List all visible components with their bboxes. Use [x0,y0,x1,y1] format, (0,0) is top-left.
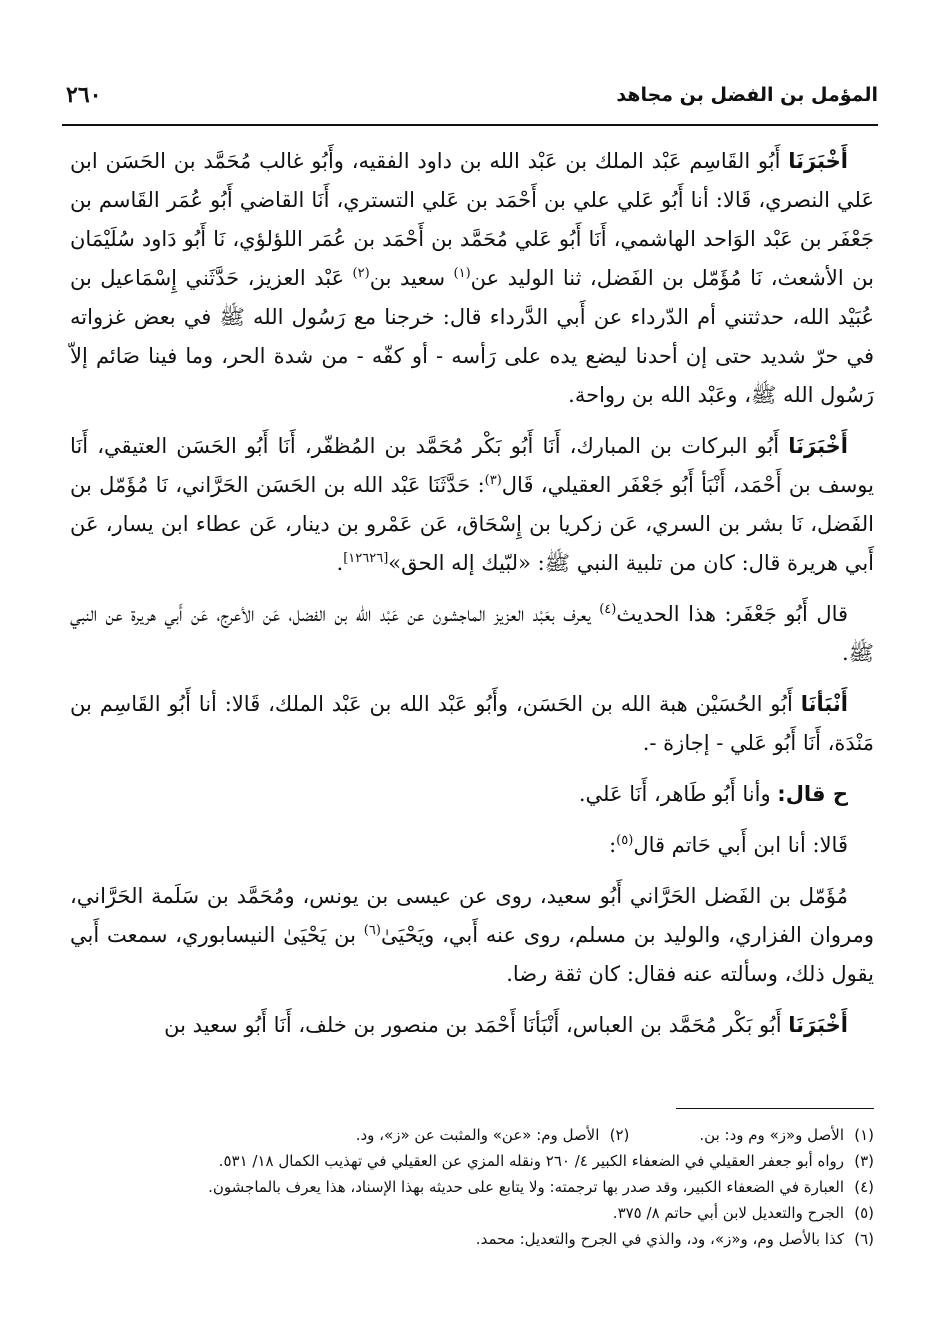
page-header [62,82,878,116]
footnote-number: (٣) [854,1152,874,1170]
text-run: أَبُو القَاسِم عَبْد الملك بن عَبْد الله بن داود الفقيه، وأَبُو غالب مُحَمَّد بن الحَسَن ابن عَلي النصري، قَالا: أنا أَبُو عَلي علي بن أَحْمَد بن عَلي التستري، أَنَا القاضي أَبُو عُمَر القَاسم بن جَعْفَر بن عَبْد الوَاحد الهاشمي، أَنَا أَبُو عَلي مُحَمَّد بن أَحْمَد بن عُمَر اللؤلؤي، نَا أَبُو دَاود سُلَيْمَان بن الأشعث، نَا مُؤَمّل بن الفَضل، ثنا الوليد عن [70,149,874,290]
text-run: قَالا: أنا ابن أَبي حَاتم قال [633,833,848,857]
footnote-text: الجرح والتعديل لابن أبي حاتم ٨/ ٣٧٥. [612,1204,844,1222]
footnote [70,1226,874,1252]
text-run: أَبُو الحُسَيْن هبة الله بن الحَسَن، وأَبُو عَبْد الله بن عَبْد الملك، قَالا: أنا أَبُو القَاسِم بن مَنْدَة، أَنَا أَبُو عَلي - إجازة -. [70,692,874,755]
paragraph-lead-word: أَخْبَرَنَا [788,1013,848,1037]
footnote-number: (٥) [854,1204,874,1222]
running-title: المؤمل بن الفضل بن مجاهد [616,84,878,106]
footnote-number: (١) [854,1126,874,1144]
footnote [70,1200,874,1226]
footnote-ref: (١) [453,266,471,281]
footnote [356,1122,630,1148]
text-run: بن يَحْيَىٰ النيسابوري، سمعت أَبي يقول ذلك، وسألته عنه فقال: كان ثقة رضا. [70,923,874,986]
footnote-ref: (٤) [599,602,617,617]
text-run: عَبْد العزيز، حَدَّثَني إِسْمَاعيل بن عُبَيْد الله، حدثتني أم الدّرداء عن أَبي الدَّرداء قال: خرجنا مع رَسُول الله ﷺ في بعض غزواته في حرّ شديد حتى إن أحدنا ليضع يده على رَأسه - أو كفّه - من شدة الحر، وما فينا صَائم إلاّ رَسُول الله ﷺ، وعَبْد الله بن رواحة. [70,266,874,407]
footnote-text: رواه أبو جعفر العقيلي في الضعفاء الكبير ٤/ ٢٦٠ ونقله المزي عن العقيلي في تهذيب الكمال ١٨/ ٥٣١. [218,1152,844,1170]
paragraph [70,427,874,583]
footnote-text: الأصل و«ز» وم ود: بن. [699,1126,844,1144]
footnotes [70,1122,874,1252]
text-run: : حَدَّثَنَا عَبْد الله بن الحَسَن الحَرَّاني، نَا مُؤَمّل بن الفَضل، نَا بشر بن السري، عَن زكريا بن إِسْحَاق، عَن عَمْرو بن دينار، عَن عطاء ابن يسار، عَن أَبي هريرة قال: كان من تلبية النبي ﷺ: «لبّيك إله الحق» [70,473,874,575]
main-text [70,142,874,1057]
paragraph-lead-word: أَخْبَرَنَا [788,434,848,458]
text-run: . [336,551,344,575]
text-run: وأنا أَبُو طَاهر، أَنَا عَلي. [578,782,771,806]
footnote-row-1-2 [70,1122,874,1148]
header-rule [62,124,878,126]
paragraph-lead-word: أَنْبَأنَا [800,692,848,716]
text-run: قال أَبُو جَعْفَر: هذا الحديث [616,602,849,626]
footnote-ref: (٥) [616,833,634,848]
text-run: مُؤَمّل بن الفَضل الحَرَّاني أَبُو سعيد، روى عن عيسى بن يونس، ومُحَمَّد بن سَلَمة الحَرَّاني، ومروان الفزاري، والوليد بن مسلم، روى عنه أَبي، ويَحْيَىٰ [70,884,874,947]
footnote-number: (٦) [854,1230,874,1248]
footnote-text: العبارة في الضعفاء الكبير، وقد صدر بها ترجمته: ولا يتابع على حديثه بهذا الإسناد، هذا يعرف بالماجشون. [208,1178,844,1196]
paragraph-lead-word: أَخْبَرَنَا [788,149,848,173]
footnote-ref: (٣) [484,473,502,488]
footnote-ref: [١٢٦٢٦] [343,551,389,566]
footnote [699,1122,874,1148]
text-run: أَبُو البركات بن المبارك، أَنَا أَبُو بَكْر مُحَمَّد بن المُظفّر، أَنَا أَبُو الحَسَن العتيقي، أَنَا يوسف بن أَحْمَد، أَنْبَأ أَبُو جَعْفَر العقيلي، قَال [70,434,874,497]
paragraph [70,1006,874,1045]
page-number: ٢٦٠ [66,82,102,108]
footnote-text: كذا بالأصل وم، و«ز»، ود، والذي في الجرح والتعديل: محمد. [475,1230,844,1248]
text-run: : [609,833,617,857]
text-run: أَبُو بَكْر مُحَمَّد بن العباس، أَنْبَأنَا أَحْمَد بن منصور بن خلف، أَنَا أَبُو سعيد بن [164,1013,782,1037]
paragraph-lead-word: ح قال: [777,782,848,806]
footnote [70,1148,874,1174]
footnote-text: الأصل وم: «عن» والمثبت عن «ز»، ود. [355,1126,600,1144]
paragraph [70,685,874,763]
footnote [70,1174,874,1200]
paragraph [70,877,874,994]
text-run: سعيد بن [369,266,454,290]
footnote-separator [676,1108,874,1109]
footnote-number: (٢) [609,1126,630,1144]
footnote-number: (٤) [854,1178,874,1196]
paragraph [70,595,874,673]
paragraph [70,142,874,415]
footnote-ref: (٦) [363,923,381,938]
paragraph [70,775,874,814]
text-run: يعرف بعَبْد العزيز الماجشون عن عَبْد الله بن الفضل، عَن الأعرج، عَن أَبي هريرة عن النبي ﷺ. [70,602,874,665]
paragraph [70,826,874,865]
footnote-ref: (٢) [352,266,370,281]
